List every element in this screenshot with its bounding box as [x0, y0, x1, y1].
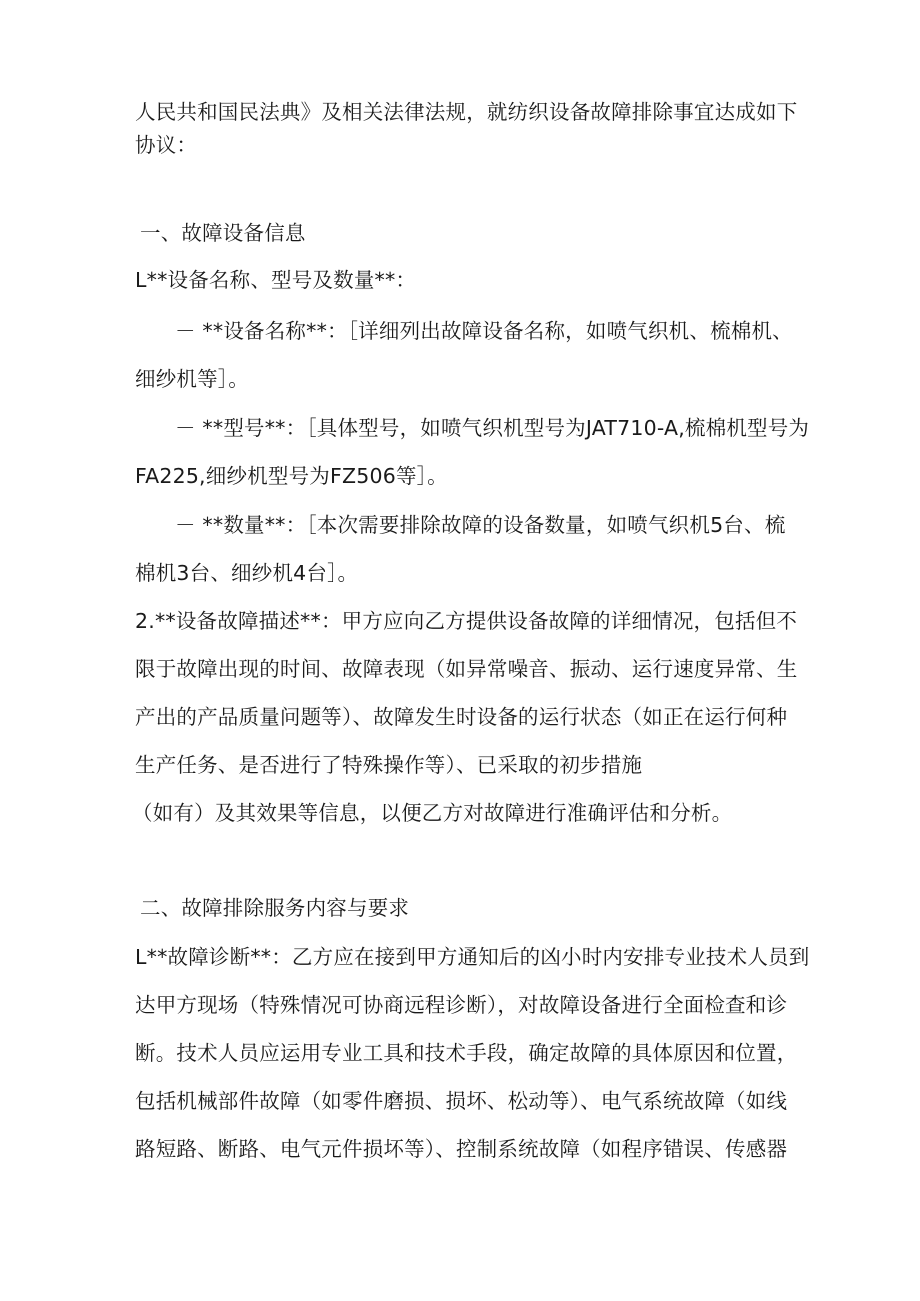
- section-heading-2: 二、故障排除服务内容与要求: [140, 896, 410, 920]
- intro-line-1: 人民共和国民法典》及相关法律法规，就纺织设备故障排除事宜达成如下: [135, 100, 798, 124]
- device-name-line-1: － **设备名称**：［详细列出故障设备名称，如喷气织机、梳棉机、: [175, 319, 793, 343]
- device-name-line-2: 细纱机等］。: [135, 367, 249, 391]
- item-1-heading: L**设备名称、型号及数量**：: [135, 268, 417, 292]
- fault-description-line-3: 产出的产品质量问题等）、故障发生时设备的运行状态（如正在运行何种: [135, 705, 788, 729]
- fault-description-line-5: （如有）及其效果等信息，以便乙方对故障进行准确评估和分析。: [132, 801, 733, 825]
- diagnosis-line-2: 达甲方现场（特殊情况可协商远程诊断），对故障设备进行全面检查和诊: [135, 993, 788, 1017]
- fault-description-line-1: 2.**设备故障描述**：甲方应向乙方提供设备故障的详细情况，包括但不: [135, 609, 798, 633]
- intro-line-2: 协议：: [135, 133, 198, 157]
- quantity-line-1: － **数量**：［本次需要排除故障的设备数量，如喷气织机5台、梳: [175, 513, 786, 537]
- diagnosis-line-3: 断。技术人员应运用专业工具和技术手段，确定故障的具体原因和位置，: [135, 1041, 798, 1065]
- diagnosis-line-5: 路短路、断路、电气元件损坏等）、控制系统故障（如程序错误、传感器: [135, 1137, 788, 1161]
- fault-description-line-2: 限于故障出现的时间、故障表现（如异常噪音、振动、运行速度异常、生: [135, 657, 798, 681]
- diagnosis-line-1: L**故障诊断**：乙方应在接到甲方通知后的凶小时内安排专业技术人员到: [135, 945, 810, 969]
- model-line-1: － **型号**：［具体型号，如喷气织机型号为JAT710-A,梳棉机型号为: [175, 416, 810, 440]
- quantity-line-2: 棉机3台、细纱机4台］。: [135, 561, 359, 585]
- diagnosis-line-4: 包括机械部件故障（如零件磨损、损坏、松动等）、电气系统故障（如线: [135, 1089, 788, 1113]
- fault-description-line-4: 生产任务、是否进行了特殊操作等）、已采取的初步措施: [135, 753, 643, 777]
- section-heading-1: 一、故障设备信息: [140, 221, 306, 245]
- model-line-2: FA225,细纱机型号为FZ506等］。: [135, 464, 448, 488]
